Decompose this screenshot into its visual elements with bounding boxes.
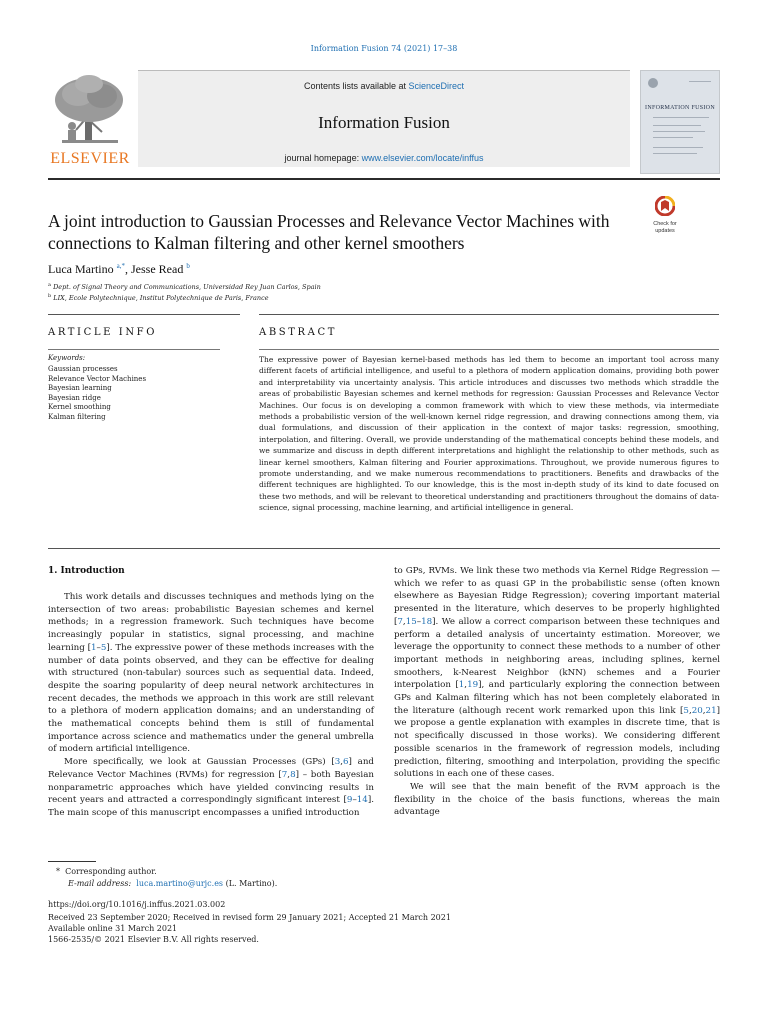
footnote-corresponding [56,867,157,876]
homepage-line [138,153,630,163]
citation-separator: , [464,680,468,691]
article-title: A joint introduction to Gaussian Processes and Relevance Vector Machines with connections to Kalman filtering and other kernel smoothers [48,211,610,253]
online-date: Available online 31 March 2021 [48,924,178,933]
affiliation-text: Dept. of Signal Theory and Communications, Universidad Rey Juan Carlos, Spain [53,283,321,292]
homepage-link[interactable]: www.elsevier.com/locate/inffus [361,153,484,163]
citation-link[interactable]: 7 [281,769,288,780]
keywords-label: Keywords: [48,354,86,362]
footnote-mark: * [56,867,60,876]
paragraph: We will see that the main benefit of the RVM approach is the flexibility in the choice of the basis functions, whereas the main advantage [394,781,720,818]
keyword-item: Kernel smoothing [48,403,111,411]
abstract-bottom-rule [48,548,720,549]
citation-link[interactable]: 8 [290,769,296,780]
keyword-item: Relevance Vector Machines [48,374,147,383]
keyword-item: Bayesian ridge [48,393,101,402]
text-run: ]. The main scope of this manuscript encompasses a unified introduction [48,795,374,818]
cover-rule [653,153,697,154]
citation-link[interactable]: 18 [421,616,433,627]
text-run: More specifically, we look at Gaussian Processes (GPs) [ [64,757,335,768]
citation-link[interactable]: 9 [346,795,353,806]
author-affiliation-mark[interactable]: b [186,262,190,270]
keyword-item: Kalman filtering [48,412,106,421]
elsevier-logo [48,70,130,174]
cover-logo-icon [647,77,659,89]
paragraph [48,756,374,820]
cover-title: INFORMATION FUSION [645,105,715,111]
doi-link[interactable]: https://doi.org/10.1016/j.inffus.2021.03.002 [48,900,226,909]
citation-link[interactable]: 15 [405,616,417,627]
text-run: ]. We allow a correct comparison between these techniques and perform a detailed analysis of uncertainty estimation. Moreover, we leverage the opportunity to connect these methods to a number of other important methods in neighboring areas, including splines, kernel smoothers, k-Nearest Neighbor (kNN) schemes and a Fourier interpolation [ [394,616,720,691]
paragraph [48,591,374,756]
author-list [48,262,190,277]
keyword-item: Bayesian learning [48,384,112,392]
citation-link[interactable]: 19 [467,680,479,691]
cover-rule [653,137,693,138]
publisher-name: ELSEVIER [50,150,130,167]
abstract-top-rule [259,314,719,315]
citation-link[interactable]: 14 [356,795,368,806]
abstract-text: The expressive power of Bayesian kernel-based methods has led them to become an important tool across many different facets of artificial intelligence, and useful to a plethora of modern application domains, providing both power and interpretability via uncertainty analysis. This article introduces and discusses two methods which straddle the areas of probabilistic Bayesian schemes and kernel methods for regression: Gaussian Processes and Relevance Vector Machines. Our focus is on developing a common framework with which to view these methods, via intermediate methods a probabilistic version of the well-known kernel ridge regression, and drawing connections among them, via dual formulations, and discussion of their application in the context of major tasks: regression, smoothing, interpolation, and filtering. Overall, we provide understanding of the mathematical concepts behind these models, and we summarize and discuss in depth different interpretations and highlight the relationship to other methods, such as linear kernel smoothers, Kalman filtering and Fourier approximations. Throughout, we provide numerous figures to promote understanding, and we make numerous recommendations to practitioners. Benefits and drawbacks of the different techniques are highlighted. To our knowledge, this is the most in-depth study of its kind to date focused on these two methods, and will be relevant to theoretical understanding and practitioners throughout the domains of data-science, signal processing, machine learning, and artificial intelligence in general. [259,355,719,513]
badge-label: updates [655,228,675,234]
keywords-rule [48,349,220,350]
affiliation-mark: b [48,293,52,299]
citation-separator: , [340,757,344,768]
affiliation-text: LIX, Ecole Polytechnique, Institut Polytechnique de Paris, France [53,294,269,303]
paragraph [394,565,720,781]
info-top-rule [48,314,240,315]
text-run: This work details and discusses techniques and methods lying on the intersection of two areas: probabilistic Bayesian schemes and kernel methods; in a regression framework. Such techniques have become increasingly popular in statistics, signal processing, and machine learning [ [48,592,374,653]
citation-link[interactable]: 6 [343,757,349,768]
keyword-list [48,365,146,422]
citation-link[interactable]: 21 [705,705,717,716]
citation-separator: – [416,616,422,627]
citation-link[interactable]: 20 [691,705,703,716]
cover-rule [653,131,705,132]
author-affiliation-mark[interactable]: a,* [116,262,126,270]
contents-line [138,81,630,91]
email-link[interactable]: luca.martino@urjc.es [136,879,224,888]
citation-link[interactable]: 1 [91,642,97,653]
left-column [48,591,374,820]
right-column [394,565,720,819]
masthead [48,70,720,174]
citation-link[interactable]: 5 [683,705,689,716]
copyright: 1566-2535/© 2021 Elsevier B.V. All rights reserved. [48,935,259,944]
cover-rule [653,147,703,148]
email-owner: (L. Martino). [225,879,278,888]
text-run: ] we propose a gentle explanation with examples in discrete time, that is not specifically discussed in those works). We considering different possible scenarios in the framework of regression models, including prediction, filtering, smoothing and interpolation, providing the specific solutions in each one of these cases. [394,705,720,780]
citation-link[interactable]: 3 [334,757,341,768]
citation-link[interactable]: 7 [397,616,403,627]
affiliation [48,293,269,302]
text-run: ] and Relevance Vector Machines (RVMs) for regression [ [48,757,374,780]
citation-separator: , [688,705,692,716]
journal-reference[interactable]: Information Fusion 74 (2021) 17–38 [310,44,458,53]
cover-rule [689,81,711,82]
citation-link[interactable]: 5 [100,642,107,653]
text-run: ] – both Bayesian nonparametric approaches which have yielded convincing results in recent years and attracted a correspondingly significant interest [ [48,769,374,806]
check-for-updates-badge[interactable] [646,196,684,234]
homepage-prefix: journal homepage: [284,153,362,163]
badge-label: Check for [653,221,677,227]
masthead-rule [48,178,720,180]
footnote-text: Corresponding author. [65,867,157,876]
text-run: ]. The expressive power of these methods increases with the number of data points observed, and they can be effective for dealing with structured (non-tabular) sources such as sequential data. Indeed, despite the soaring popularity of deep neural network architectures in recent decades, the methods we approach in this work are still relevant to a plethora of modern application domains; and an understanding of the mathematical concepts behind them is still of fundamental importance across science and mathematics under the general umbrella of modern artificial intelligence. [48,642,374,755]
tree-icon [48,70,130,150]
journal-cover[interactable] [640,70,720,174]
affiliation-mark: a [48,282,51,288]
abstract-inner-rule [259,349,719,350]
citation-separator: , [402,616,406,627]
citation-separator: , [702,705,706,716]
footnote-email [68,879,277,888]
received-dates: Received 23 September 2020; Received in revised form 29 January 2021; Accepted 21 March 2021 [48,913,451,922]
cover-rule [653,117,709,118]
section-heading: 1. Introduction [48,566,125,576]
text-run: to GPs, RVMs. We link these two methods via Kernel Ridge Regression — which we refer to as quasi GP in the probabilistic sense (often known elsewhere as Bayesian Ridge Regression); covering important material presented in the literature, which deserves to be properly highlighted [ [394,566,720,627]
author-name[interactable]: Jesse Read [131,262,184,276]
text-run: ], and particularly exploring the connection between GPs and Kalman filtering which has not been completely elaborated in the literature (although recent work remarked upon this link [ [394,680,720,716]
cover-rule [653,125,701,126]
citation-separator: , [287,769,291,780]
author-separator: , [125,262,132,276]
citation-separator: – [352,795,357,806]
abstract-heading: ABSTRACT [259,327,337,338]
citation-link[interactable]: 1 [458,680,465,691]
contents-prefix: Contents lists available at [303,81,409,91]
citation-separator: – [96,642,101,653]
keyword-item: Gaussian processes [48,365,118,373]
journal-band [138,70,630,167]
author-name[interactable]: Luca Martino [48,262,114,276]
journal-title: Information Fusion [318,113,450,132]
affiliation [48,282,321,291]
check-updates-icon [655,196,675,216]
email-label: E-mail address: [68,879,132,888]
sciencedirect-link[interactable]: ScienceDirect [408,81,465,91]
footnote-rule [48,861,96,862]
article-info-heading: ARTICLE INFO [48,327,158,338]
